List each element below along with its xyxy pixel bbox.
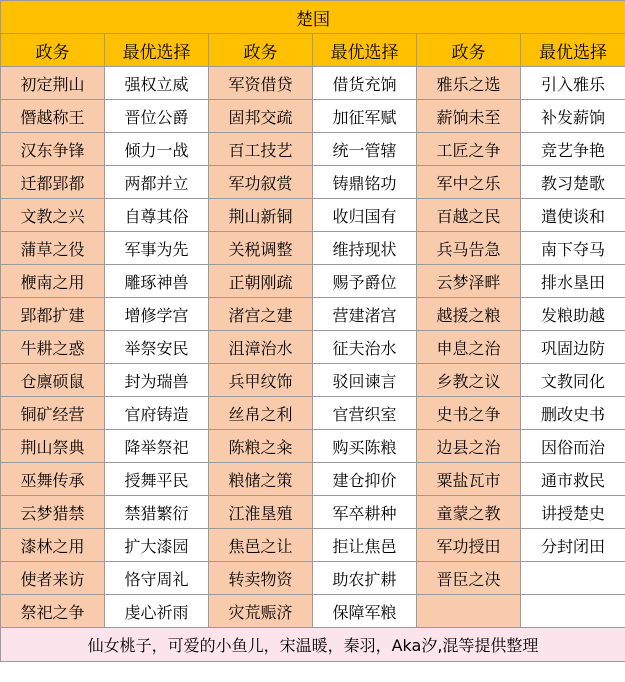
column-header: 政务 — [1, 34, 105, 67]
best-choice-cell: 虔心祈雨 — [105, 595, 209, 628]
affair-cell: 云梦泽畔 — [417, 265, 521, 298]
table-row — [1, 331, 625, 364]
best-choice-cell: 讲授楚史 — [521, 496, 625, 529]
empty-cell — [521, 595, 625, 628]
best-choice-cell: 倾力一战 — [105, 133, 209, 166]
best-choice-cell: 购买陈粮 — [313, 430, 417, 463]
affair-cell: 史书之争 — [417, 397, 521, 430]
column-header: 最优选择 — [105, 34, 209, 67]
affair-cell: 乡教之议 — [417, 364, 521, 397]
affair-cell: 荆山祭典 — [1, 430, 105, 463]
affair-cell: 迁都郢都 — [1, 166, 105, 199]
affair-cell: 漆林之用 — [1, 529, 105, 562]
affair-cell: 晋臣之决 — [417, 562, 521, 595]
table-row — [1, 364, 625, 397]
best-choice-cell: 借货充饷 — [313, 67, 417, 100]
affair-cell: 使者来访 — [1, 562, 105, 595]
table-row — [1, 166, 625, 199]
column-header: 最优选择 — [521, 34, 625, 67]
affair-cell: 江淮垦殖 — [209, 496, 313, 529]
table-row — [1, 232, 625, 265]
best-choice-cell: 军事为先 — [105, 232, 209, 265]
best-choice-cell: 封为瑞兽 — [105, 364, 209, 397]
table-row — [1, 595, 625, 628]
best-choice-cell: 助农扩耕 — [313, 562, 417, 595]
table-row — [1, 430, 625, 463]
best-choice-cell: 授舞平民 — [105, 463, 209, 496]
best-choice-cell: 补发薪饷 — [521, 100, 625, 133]
affair-cell: 粮储之策 — [209, 463, 313, 496]
table-row — [1, 67, 625, 100]
best-choice-cell: 驳回谏言 — [313, 364, 417, 397]
empty-cell — [521, 562, 625, 595]
affair-cell: 陈粮之籴 — [209, 430, 313, 463]
affair-cell: 军资借贷 — [209, 67, 313, 100]
best-choice-cell: 拒让焦邑 — [313, 529, 417, 562]
affair-cell: 边县之治 — [417, 430, 521, 463]
table-row — [1, 265, 625, 298]
affair-cell: 兵甲纹饰 — [209, 364, 313, 397]
affair-cell: 铜矿经营 — [1, 397, 105, 430]
best-choice-cell: 铸鼎铭功 — [313, 166, 417, 199]
affair-cell: 粟盐瓦市 — [417, 463, 521, 496]
affair-cell: 沮漳治水 — [209, 331, 313, 364]
best-choice-cell: 增修学宫 — [105, 298, 209, 331]
column-header: 政务 — [209, 34, 313, 67]
affair-cell: 童蒙之教 — [417, 496, 521, 529]
affair-cell: 兵马告急 — [417, 232, 521, 265]
best-choice-cell: 因俗而治 — [521, 430, 625, 463]
affair-cell: 正朝刚疏 — [209, 265, 313, 298]
table-row — [1, 496, 625, 529]
best-choice-cell: 赐予爵位 — [313, 265, 417, 298]
best-choice-cell: 自尊其俗 — [105, 199, 209, 232]
affair-cell: 汉东争锋 — [1, 133, 105, 166]
table-row — [1, 133, 625, 166]
best-choice-cell: 雕琢神兽 — [105, 265, 209, 298]
best-choice-cell: 两都并立 — [105, 166, 209, 199]
affair-cell: 军中之乐 — [417, 166, 521, 199]
best-choice-cell: 营建渚宫 — [313, 298, 417, 331]
header-row — [1, 34, 625, 67]
table-row — [1, 463, 625, 496]
affair-cell: 薪饷未至 — [417, 100, 521, 133]
best-choice-cell: 官府铸造 — [105, 397, 209, 430]
best-choice-cell: 分封闭田 — [521, 529, 625, 562]
best-choice-cell: 征夫治水 — [313, 331, 417, 364]
table-title: 楚国 — [1, 1, 625, 34]
affair-cell: 越援之粮 — [417, 298, 521, 331]
credits-footer: 仙女桃子，可爱的小鱼儿，宋温暖，秦羽，Aka汐,混等提供整理 — [1, 628, 625, 662]
affair-cell: 僭越称王 — [1, 100, 105, 133]
empty-cell — [417, 595, 521, 628]
best-choice-cell: 统一管辖 — [313, 133, 417, 166]
table-row — [1, 562, 625, 595]
affair-cell: 郢都扩建 — [1, 298, 105, 331]
affair-cell: 祭祀之争 — [1, 595, 105, 628]
best-choice-cell: 扩大漆园 — [105, 529, 209, 562]
affair-cell: 工匠之争 — [417, 133, 521, 166]
best-choice-cell: 强权立威 — [105, 67, 209, 100]
affair-cell: 荆山新铜 — [209, 199, 313, 232]
column-header: 最优选择 — [313, 34, 417, 67]
best-choice-cell: 竞艺争艳 — [521, 133, 625, 166]
affair-cell: 初定荆山 — [1, 67, 105, 100]
affair-cell: 百越之民 — [417, 199, 521, 232]
best-choice-cell: 晋位公爵 — [105, 100, 209, 133]
affair-cell: 关税调整 — [209, 232, 313, 265]
affair-cell: 仓廪硕鼠 — [1, 364, 105, 397]
best-choice-cell: 通市救民 — [521, 463, 625, 496]
affair-cell: 渚宫之建 — [209, 298, 313, 331]
best-choice-cell: 教习楚歌 — [521, 166, 625, 199]
best-choice-cell: 降举祭祀 — [105, 430, 209, 463]
column-header: 政务 — [417, 34, 521, 67]
affair-cell: 百工技艺 — [209, 133, 313, 166]
best-choice-cell: 引入雅乐 — [521, 67, 625, 100]
affair-cell: 转卖物资 — [209, 562, 313, 595]
best-choice-cell: 加征军赋 — [313, 100, 417, 133]
table-row — [1, 199, 625, 232]
affair-cell: 楩南之用 — [1, 265, 105, 298]
best-choice-cell: 恪守周礼 — [105, 562, 209, 595]
best-choice-cell: 南下夺马 — [521, 232, 625, 265]
affair-cell: 丝帛之利 — [209, 397, 313, 430]
affair-cell: 申息之治 — [417, 331, 521, 364]
table-row — [1, 529, 625, 562]
affair-cell: 文教之兴 — [1, 199, 105, 232]
best-choice-cell: 建仓抑价 — [313, 463, 417, 496]
best-choice-cell: 发粮助越 — [521, 298, 625, 331]
affair-cell: 云梦猎禁 — [1, 496, 105, 529]
table-row — [1, 397, 625, 430]
affair-cell: 蒲草之役 — [1, 232, 105, 265]
best-choice-cell: 军卒耕种 — [313, 496, 417, 529]
affair-cell: 焦邑之让 — [209, 529, 313, 562]
best-choice-cell: 举祭安民 — [105, 331, 209, 364]
affair-cell: 军功授田 — [417, 529, 521, 562]
best-choice-cell: 排水垦田 — [521, 265, 625, 298]
affair-cell: 固邦交疏 — [209, 100, 313, 133]
table-row — [1, 298, 625, 331]
affair-cell: 军功叙赏 — [209, 166, 313, 199]
best-choice-cell: 官营织室 — [313, 397, 417, 430]
table-row — [1, 100, 625, 133]
best-choice-cell: 遣使谈和 — [521, 199, 625, 232]
best-choice-cell: 维持现状 — [313, 232, 417, 265]
best-choice-cell: 保障军粮 — [313, 595, 417, 628]
affair-cell: 巫舞传承 — [1, 463, 105, 496]
best-choice-cell: 删改史书 — [521, 397, 625, 430]
best-choice-cell: 巩固边防 — [521, 331, 625, 364]
affair-cell: 牛耕之惑 — [1, 331, 105, 364]
best-choice-cell: 收归国有 — [313, 199, 417, 232]
affair-cell: 雅乐之选 — [417, 67, 521, 100]
best-choice-cell: 禁猎繁衍 — [105, 496, 209, 529]
best-choice-cell: 文教同化 — [521, 364, 625, 397]
affair-cell: 灾荒赈济 — [209, 595, 313, 628]
